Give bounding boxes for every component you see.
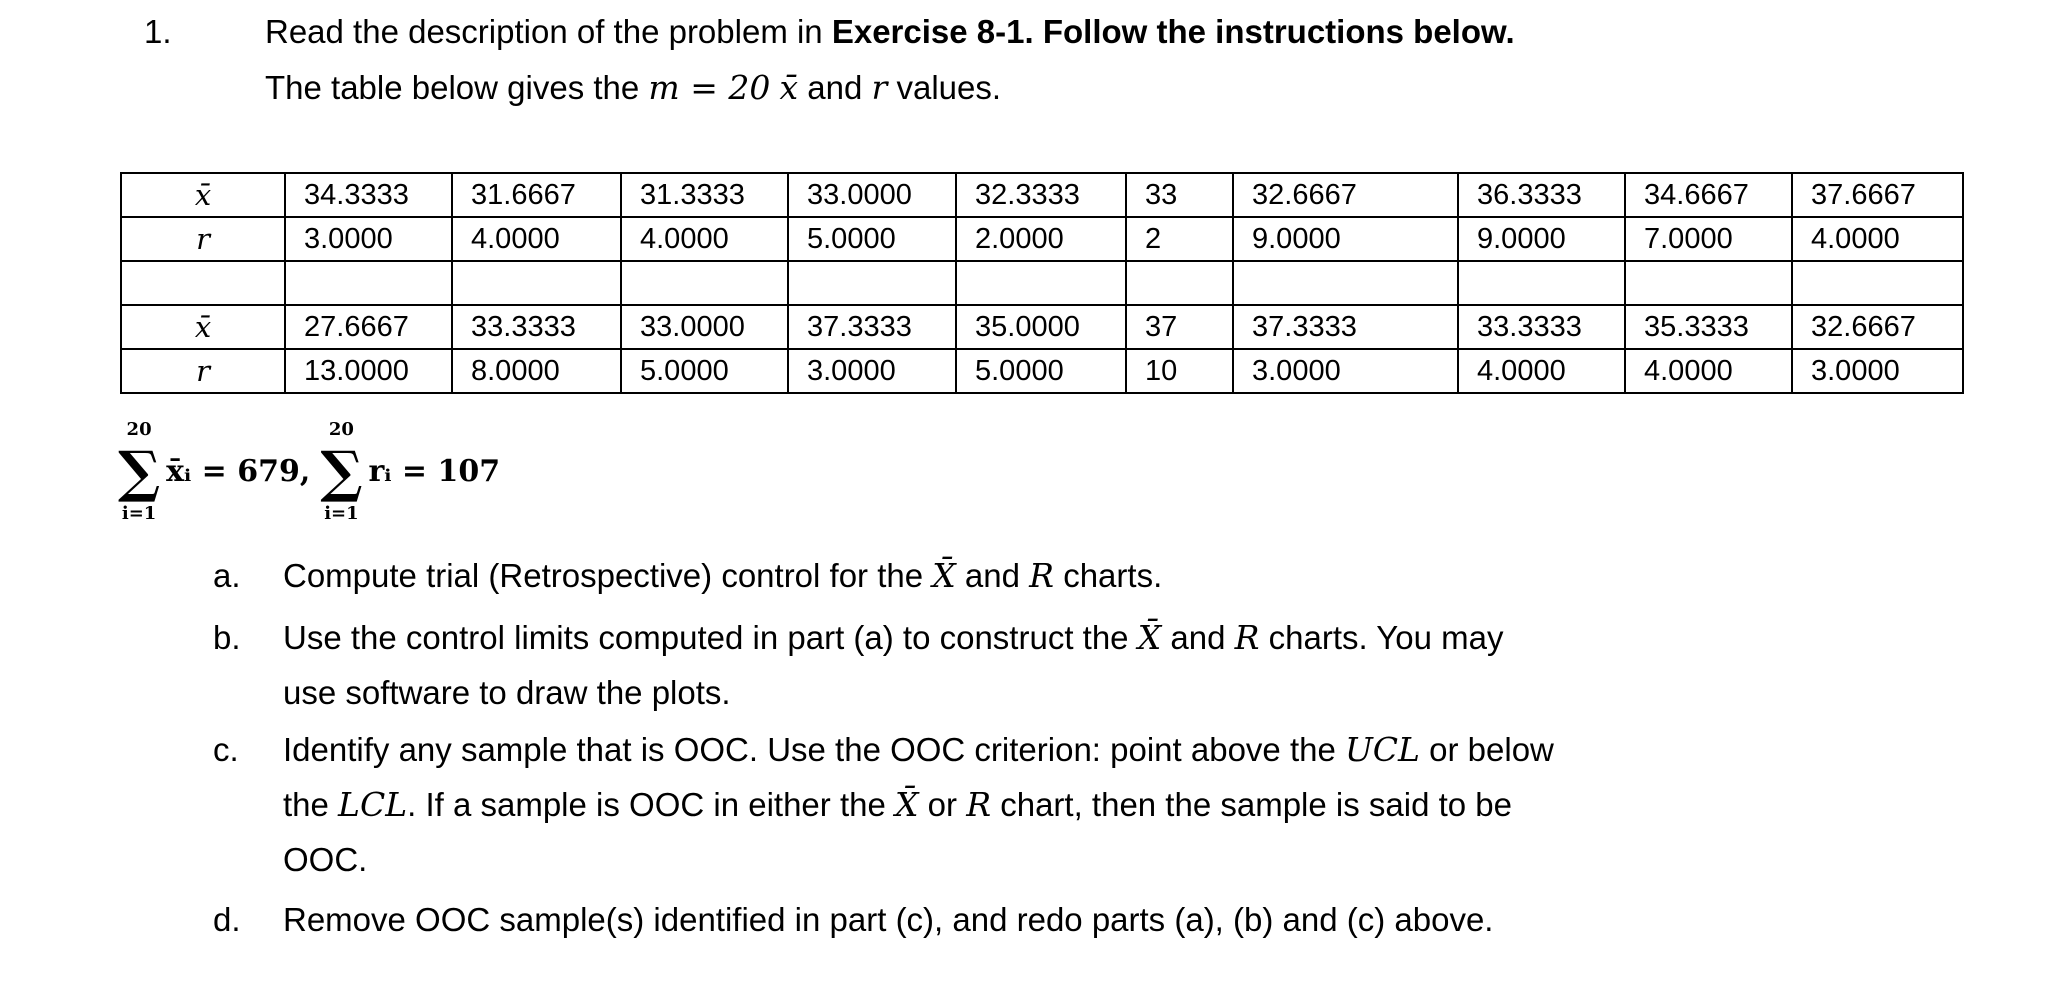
table-row: [121, 305, 1963, 349]
instruction-line-1: [265, 12, 1515, 52]
text: charts.: [1054, 557, 1163, 594]
table-cell: 5.0000: [621, 349, 788, 393]
item-b-letter: b.: [213, 619, 241, 656]
table-cell: [1458, 261, 1625, 305]
table-cell: [621, 261, 788, 305]
exercise-reference: Exercise 8-1. Follow the instructions below.: [831, 13, 1515, 50]
text: values.: [887, 69, 1002, 106]
table-cell: [1625, 261, 1792, 305]
math-xbar: X̄: [1137, 618, 1162, 657]
table-cell: 5.0000: [788, 217, 956, 261]
text: Identify any sample that is OOC. Use the OOC criterion: point above the: [283, 731, 1345, 768]
text: Use the control limits computed in part (a) to construct the: [283, 619, 1138, 656]
sum-lower-1: i=1: [121, 503, 157, 524]
text: and: [798, 69, 872, 106]
item-c: [283, 730, 1554, 770]
table-cell: 7.0000: [1625, 217, 1792, 261]
math-r: R: [1234, 618, 1260, 657]
data-table: [120, 172, 1964, 394]
text: chart, then the sample is said to be: [991, 786, 1513, 823]
sigma-1: ∑: [118, 439, 161, 505]
sum-upper-1: 20: [126, 419, 152, 440]
math-xbar: x̄: [779, 68, 799, 107]
table-row: [121, 217, 1963, 261]
table-cell: 27.6667: [285, 305, 452, 349]
table-cell: 4.0000: [1625, 349, 1792, 393]
row-label: x̄: [121, 173, 285, 217]
item-c-cont-2: OOC.: [283, 841, 368, 878]
table-cell: [788, 261, 956, 305]
table-cell: 35.0000: [956, 305, 1126, 349]
table-cell: 3.0000: [1233, 349, 1458, 393]
table-cell: 4.0000: [1458, 349, 1625, 393]
table-cell: [285, 261, 452, 305]
table-cell: 2: [1126, 217, 1233, 261]
math-ucl: UCL: [1345, 730, 1420, 769]
table-cell: 37.3333: [1233, 305, 1458, 349]
sum-xbar: x̄ᵢ = 679,: [166, 454, 311, 489]
summation-1: [118, 420, 160, 524]
math-xbar: X̄: [895, 785, 919, 824]
table-cell: 4.0000: [452, 217, 621, 261]
text: the: [283, 786, 339, 823]
table-cell: 31.3333: [621, 173, 788, 217]
problem-number: 1.: [144, 13, 172, 50]
text: or below: [1419, 731, 1554, 768]
text: and: [1161, 619, 1235, 656]
text: . If a sample is OOC in either the: [407, 786, 895, 823]
table-cell: 34.6667: [1625, 173, 1792, 217]
table-cell: 32.3333: [956, 173, 1126, 217]
row-label: x̄: [121, 305, 285, 349]
table-cell: 5.0000: [956, 349, 1126, 393]
item-a: [283, 556, 1162, 596]
table-cell: 33: [1126, 173, 1233, 217]
table-cell: 32.6667: [1233, 173, 1458, 217]
item-c-letter: c.: [213, 731, 239, 768]
table-cell: 9.0000: [1458, 217, 1625, 261]
table-cell: 31.6667: [452, 173, 621, 217]
table-cell: 4.0000: [621, 217, 788, 261]
text: charts. You may: [1259, 619, 1504, 656]
table-cell: 33.3333: [452, 305, 621, 349]
table-cell: 13.0000: [285, 349, 452, 393]
table-cell: 37.3333: [788, 305, 956, 349]
text: or: [918, 786, 967, 823]
math-r: R: [966, 785, 992, 824]
table-cell: 32.6667: [1792, 305, 1963, 349]
table-cell: 33.3333: [1458, 305, 1625, 349]
text: and: [955, 557, 1030, 594]
sigma-2: ∑: [320, 439, 363, 505]
table-cell: 3.0000: [285, 217, 452, 261]
item-d-letter: d.: [213, 901, 241, 938]
sum-lower-2: i=1: [324, 503, 359, 524]
table-cell: 9.0000: [1233, 217, 1458, 261]
table-cell: 3.0000: [1792, 349, 1963, 393]
table-cell: 8.0000: [452, 349, 621, 393]
math-r: r: [871, 68, 888, 107]
item-a-letter: a.: [213, 557, 241, 594]
row-label: r: [121, 349, 285, 393]
table-cell: 10: [1126, 349, 1233, 393]
math-lcl: LCL: [338, 785, 408, 824]
table-cell: 37: [1126, 305, 1233, 349]
table-cell: 33.0000: [621, 305, 788, 349]
sum-r: rᵢ = 107: [368, 454, 501, 489]
table-cell: 2.0000: [956, 217, 1126, 261]
table-cell: [1233, 261, 1458, 305]
item-b-cont: use software to draw the plots.: [283, 674, 731, 711]
sum-upper-2: 20: [328, 419, 354, 440]
summation-2: [320, 420, 362, 524]
table-cell: [1126, 261, 1233, 305]
table-cell: [1792, 261, 1963, 305]
item-c-cont: [283, 785, 1512, 825]
table-cell: 35.3333: [1625, 305, 1792, 349]
table-cell: 37.6667: [1792, 173, 1963, 217]
table-cell: 33.0000: [788, 173, 956, 217]
table-cell: 34.3333: [285, 173, 452, 217]
table-cell: 3.0000: [788, 349, 956, 393]
table-cell: 36.3333: [1458, 173, 1625, 217]
row-label: r: [121, 217, 285, 261]
text: Compute trial (Retrospective) control for the: [283, 557, 933, 594]
table-cell: [956, 261, 1126, 305]
row-label: [121, 261, 285, 305]
math-r: R: [1029, 556, 1055, 595]
item-d: Remove OOC sample(s) identified in part (c), and redo parts (a), (b) and (c) above.: [283, 901, 1494, 938]
item-b: [283, 618, 1503, 658]
math-xbar: X̄: [932, 556, 956, 595]
table-cell: 4.0000: [1792, 217, 1963, 261]
summation-formula: [118, 420, 510, 524]
math-m: m = 20: [648, 68, 771, 107]
table-cell: [452, 261, 621, 305]
text: The table below gives the: [265, 69, 649, 106]
instruction-line-2: [265, 68, 1001, 108]
table-row: [121, 173, 1963, 217]
instruction-text: Read the description of the problem in: [265, 13, 832, 50]
table-row: [121, 349, 1963, 393]
table-row: [121, 261, 1963, 305]
